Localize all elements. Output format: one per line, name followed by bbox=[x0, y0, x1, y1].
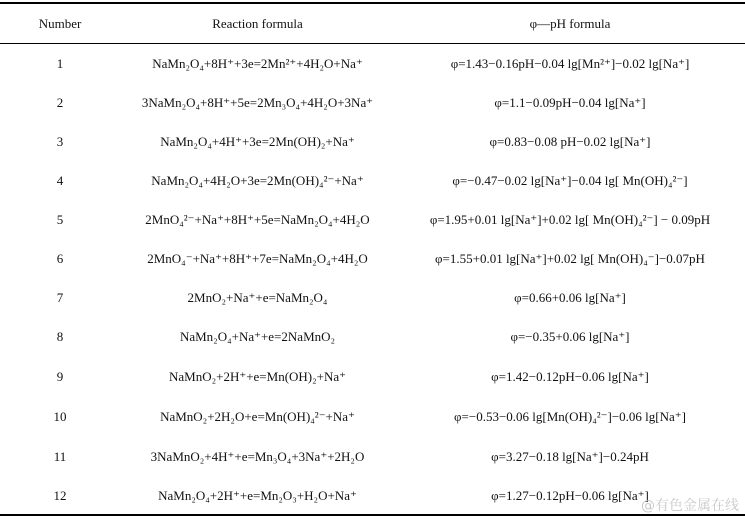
table-row bbox=[0, 317, 745, 356]
table-row bbox=[0, 437, 745, 476]
row-reaction: 2MnO₄⁻+Na⁺+8H⁺+7e=NaMn₂O₄+4H₂O bbox=[147, 250, 368, 266]
table-row bbox=[0, 122, 745, 161]
row-phi: φ=−0.47−0.02 lg[Na⁺]−0.04 lg[ Mn(OH)₄²⁻] bbox=[452, 172, 688, 188]
bottom-rule bbox=[0, 514, 745, 516]
row-phi: φ=1.55+0.01 lg[Na⁺]+0.02 lg[ Mn(OH)₄⁻]−0.07pH bbox=[435, 250, 705, 266]
table-row bbox=[0, 44, 745, 83]
row-number: 1 bbox=[56, 55, 64, 71]
row-number: 7 bbox=[56, 289, 64, 305]
header-row bbox=[0, 4, 745, 43]
table-row bbox=[0, 476, 745, 515]
row-number: 9 bbox=[56, 368, 64, 384]
header-number: Number bbox=[38, 15, 82, 31]
header-phi: φ—pH formula bbox=[529, 15, 611, 31]
row-reaction: NaMnO₂+2H₂O+e=Mn(OH)₄²⁻+Na⁺ bbox=[160, 408, 355, 424]
table-row bbox=[0, 83, 745, 122]
row-phi: φ=1.42−0.12pH−0.06 lg[Na⁺] bbox=[491, 368, 649, 384]
table-row bbox=[0, 161, 745, 200]
row-phi: φ=−0.53−0.06 lg[Mn(OH)₄²⁻]−0.06 lg[Na⁺] bbox=[454, 408, 686, 424]
row-phi: φ=1.43−0.16pH−0.04 lg[Mn²⁺]−0.02 lg[Na⁺] bbox=[450, 55, 690, 71]
watermark: @有色金属在线 bbox=[641, 498, 739, 514]
row-reaction: NaMn₂O₄+8H⁺+3e=2Mn²⁺+4H₂O+Na⁺ bbox=[152, 55, 363, 71]
row-reaction: NaMn₂O₄+2H⁺+e=Mn₂O₃+H₂O+Na⁺ bbox=[158, 487, 357, 503]
row-phi: φ=1.1−0.09pH−0.04 lg[Na⁺] bbox=[494, 94, 646, 110]
row-phi: φ=1.27−0.12pH−0.06 lg[Na⁺] bbox=[491, 487, 649, 503]
row-number: 8 bbox=[56, 328, 64, 344]
row-number: 6 bbox=[56, 250, 64, 266]
row-phi: φ=0.66+0.06 lg[Na⁺] bbox=[514, 289, 626, 305]
row-number: 12 bbox=[53, 487, 67, 503]
row-reaction: NaMnO₂+2H⁺+e=Mn(OH)₂+Na⁺ bbox=[168, 368, 347, 384]
row-reaction: NaMn₂O₄+Na⁺+e=2NaMnO₂ bbox=[179, 328, 336, 344]
row-reaction: 3NaMnO₂+4H⁺+e=Mn₃O₄+3Na⁺+2H₂O bbox=[150, 448, 365, 464]
row-reaction: NaMn₂O₄+4H⁺+3e=2Mn(OH)₂+Na⁺ bbox=[160, 133, 355, 149]
row-reaction: 3NaMn₂O₄+8H⁺+5e=2Mn₃O₄+4H₂O+3Na⁺ bbox=[141, 94, 374, 110]
table-row bbox=[0, 239, 745, 278]
row-number: 10 bbox=[53, 408, 67, 424]
row-reaction: 2MnO₄²⁻+Na⁺+8H⁺+5e=NaMn₂O₄+4H₂O bbox=[145, 211, 370, 227]
row-number: 2 bbox=[56, 94, 64, 110]
row-number: 11 bbox=[53, 448, 67, 464]
table-row bbox=[0, 397, 745, 436]
table-row bbox=[0, 357, 745, 396]
table-row bbox=[0, 200, 745, 239]
row-number: 4 bbox=[56, 172, 64, 188]
row-number: 5 bbox=[56, 211, 64, 227]
row-reaction: NaMn₂O₄+4H₂O+3e=2Mn(OH)₄²⁻+Na⁺ bbox=[151, 172, 364, 188]
header-reaction: Reaction formula bbox=[212, 15, 303, 31]
row-phi: φ=3.27−0.18 lg[Na⁺]−0.24pH bbox=[491, 448, 649, 464]
row-number: 3 bbox=[56, 133, 64, 149]
row-reaction: 2MnO₂+Na⁺+e=NaMn₂O₄ bbox=[187, 289, 328, 305]
row-phi: φ=0.83−0.08 pH−0.02 lg[Na⁺] bbox=[489, 133, 651, 149]
table-row bbox=[0, 278, 745, 317]
row-phi: φ=−0.35+0.06 lg[Na⁺] bbox=[510, 328, 630, 344]
row-phi: φ=1.95+0.01 lg[Na⁺]+0.02 lg[ Mn(OH)₄²⁻] − 0.09pH bbox=[429, 211, 711, 227]
